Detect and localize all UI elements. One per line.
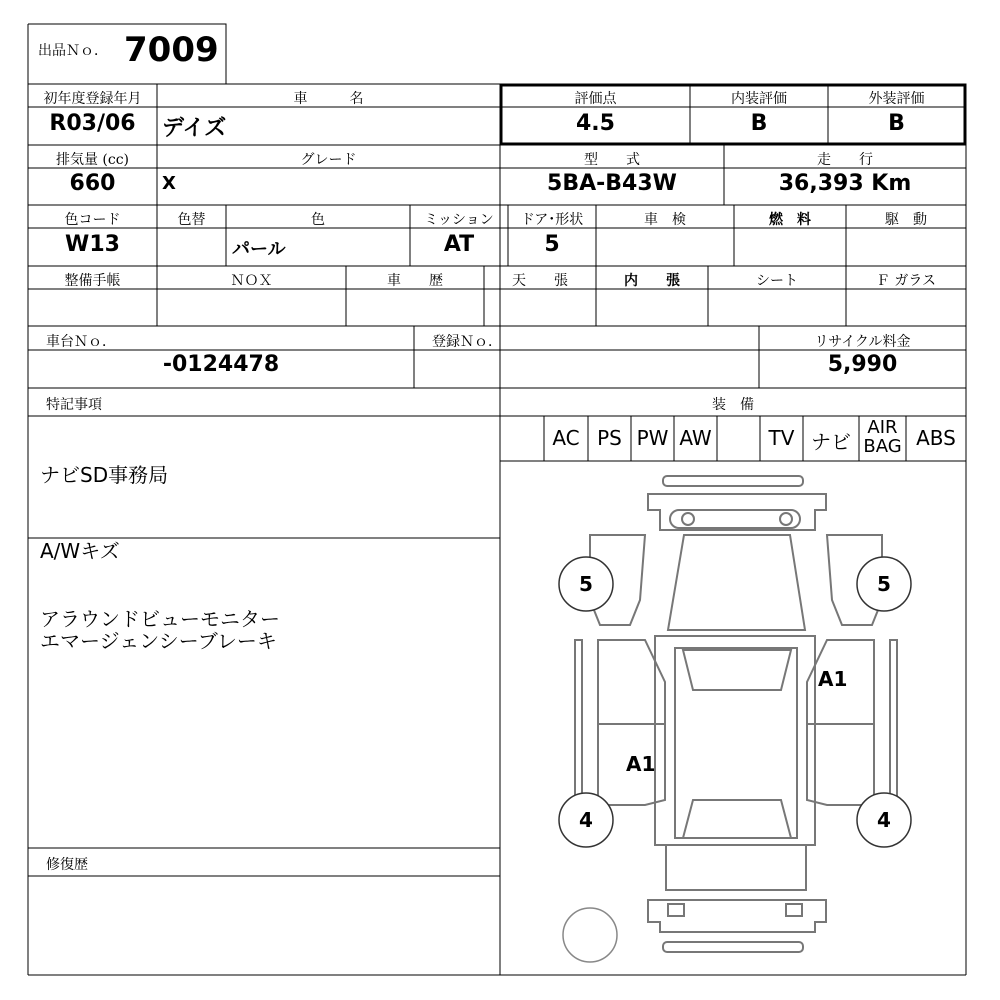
grade-label: グレード	[300, 152, 357, 168]
interior-value: B	[750, 111, 768, 136]
lot-number: 7009	[124, 30, 219, 70]
color-value: パール	[232, 239, 286, 260]
first-reg-label: 初年度登録年月	[43, 91, 142, 107]
note-line-4: エマージェンシーブレーキ	[40, 629, 277, 653]
note-line-1: ナビSD事務局	[40, 463, 169, 487]
notes-label: 特記事項	[46, 397, 102, 413]
equipment-abs: ABS	[916, 426, 956, 450]
model-label: 型 式	[584, 152, 640, 168]
equipment-tv: TV	[768, 426, 795, 450]
color-code-label: 色コード	[64, 212, 121, 228]
damage-mark-left: A1	[626, 752, 656, 776]
score-value: 4.5	[576, 111, 615, 136]
inspection-label: 車 検	[644, 212, 686, 228]
mileage-label: 走 行	[817, 152, 873, 168]
inner-roof-label: 内 張	[624, 273, 680, 289]
tire-rear-left: 4	[579, 808, 593, 832]
tire-front-right: 5	[877, 572, 891, 596]
exterior-value: B	[888, 111, 905, 136]
f-glass-label: Ｆ ガラス	[875, 273, 937, 289]
tire-rear-right: 4	[877, 808, 891, 832]
sunroof-label: 天 張	[512, 273, 568, 289]
recycle-fee-value: 5,990	[827, 352, 898, 377]
recycle-fee-label: リサイクル料金	[814, 334, 911, 350]
note-line-2: A/Wキズ	[40, 539, 120, 563]
equipment-pw: PW	[636, 426, 669, 450]
displacement-label: 排気量 (cc)	[55, 152, 130, 168]
interior-label: 内装評価	[731, 91, 787, 107]
seat-label: シート	[756, 273, 798, 289]
car-name-value: デイズ	[162, 116, 227, 141]
score-label: 評価点	[574, 91, 617, 107]
color-change-label: 色替	[177, 212, 206, 228]
nox-label: ＮＯＸ	[230, 273, 273, 289]
equipment-ps: PS	[597, 426, 622, 450]
history-label: 車 歴	[387, 273, 443, 289]
equipment-airbag-line2: BAG	[863, 436, 902, 457]
repair-history-label: 修復歴	[46, 857, 88, 873]
first-reg-value: R03/06	[49, 111, 136, 136]
door-shape-label: ドア･形状	[520, 212, 584, 228]
reg-no-label: 登録Ｎｏ．	[432, 334, 502, 350]
equipment-ac: AC	[552, 426, 580, 450]
equipment-aw: AW	[679, 426, 712, 450]
color-code-value: W13	[65, 232, 120, 257]
chassis-no-label: 車台Ｎｏ．	[46, 334, 116, 350]
equipment-airbag	[859, 418, 906, 456]
mileage-value: 36,393 Km	[778, 171, 912, 196]
note-line-3: アラウンドビューモニター	[40, 607, 280, 631]
mission-value: AT	[443, 232, 475, 257]
grade-value: X	[162, 173, 176, 194]
chassis-no-value: -0124478	[162, 352, 280, 377]
equipment-label: 装 備	[712, 397, 754, 413]
displacement-value: 660	[69, 171, 116, 196]
maintenance-book-label: 整備手帳	[64, 273, 121, 289]
door-shape-value: 5	[544, 232, 560, 257]
mission-label: ミッション	[424, 212, 494, 228]
drive-label: 駆 動	[885, 212, 927, 228]
damage-mark-right: A1	[818, 667, 848, 691]
model-value: 5BA-B43W	[547, 171, 677, 196]
color-label: 色	[311, 212, 325, 228]
lot-label: 出品Ｎｏ．	[38, 43, 108, 59]
equipment-navi: ナビ	[811, 430, 851, 454]
equipment-airbag-line1: AIR	[867, 417, 898, 438]
car-name-label: 車 名	[293, 91, 364, 107]
fuel-label: 燃 料	[769, 212, 811, 228]
tire-front-left: 5	[579, 572, 593, 596]
exterior-label: 外装評価	[868, 91, 925, 107]
